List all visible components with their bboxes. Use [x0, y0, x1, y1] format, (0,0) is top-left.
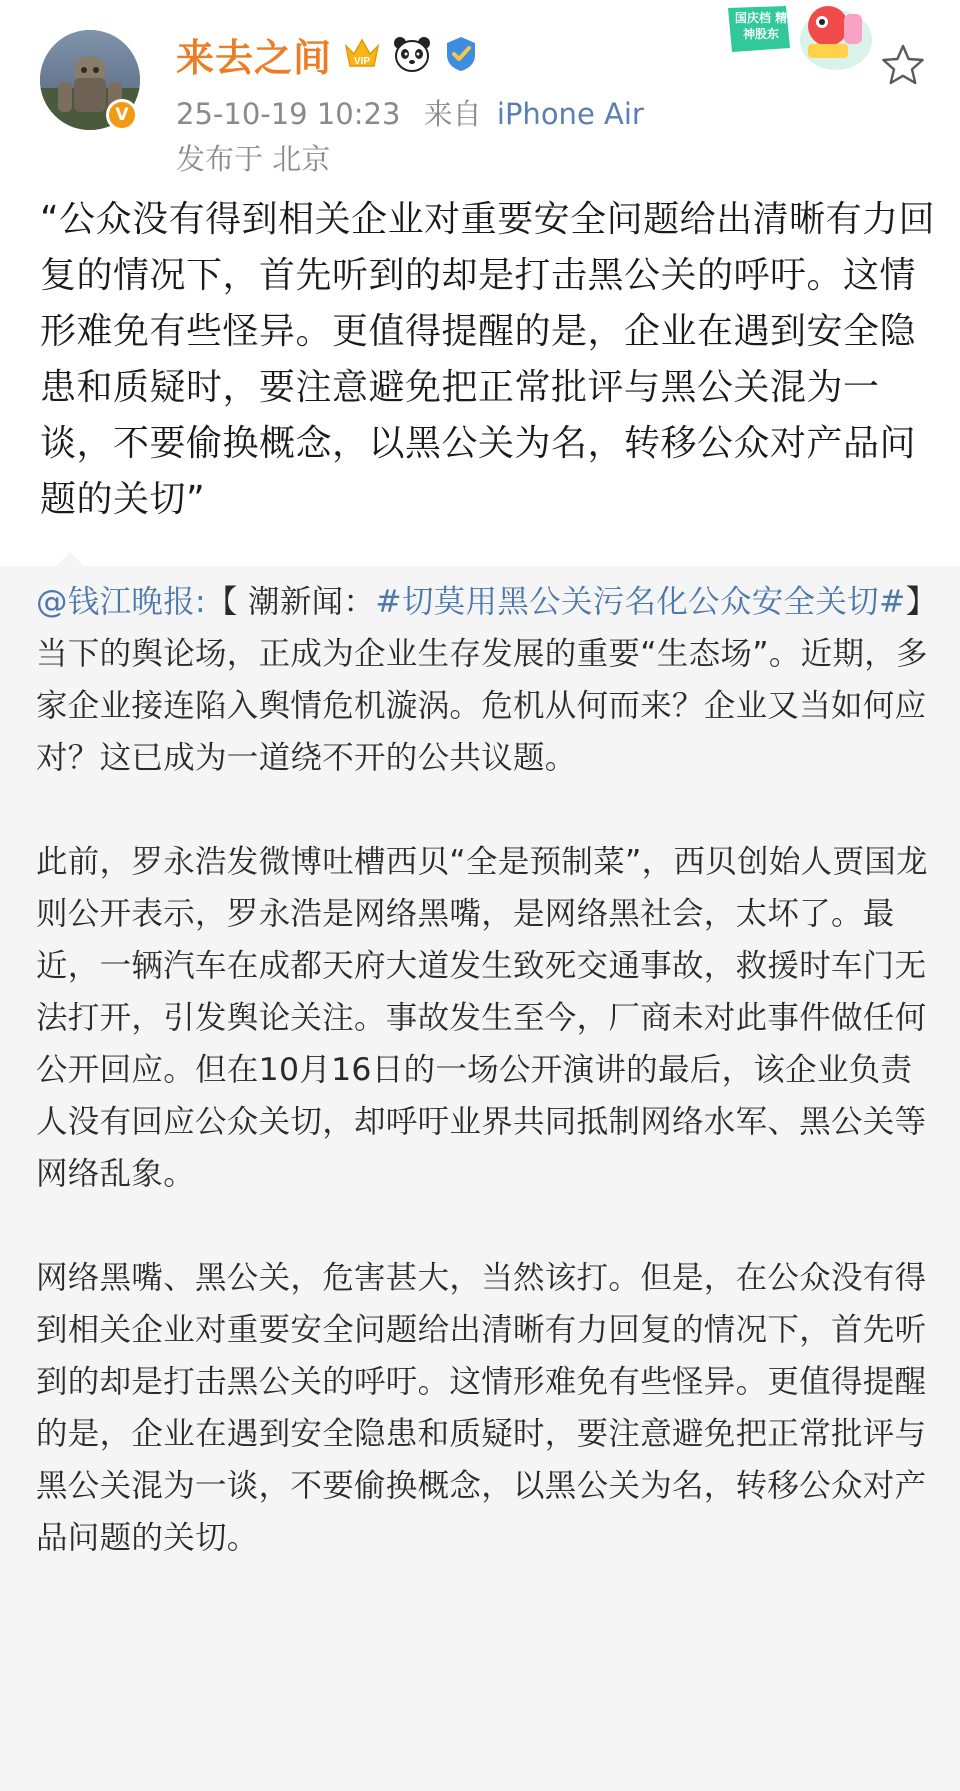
event-badge[interactable] — [726, 0, 876, 80]
post-timestamp[interactable]: 25-10-19 10:23 — [176, 97, 401, 131]
repost-author-link[interactable]: @钱江晚报: — [36, 584, 206, 620]
repost-paragraph-1 — [36, 576, 932, 784]
repost-notch — [56, 552, 84, 566]
verified-orange-badge: V — [106, 99, 138, 131]
repost-paragraph-1-text: 】当下的舆论场，正成为企业生存发展的重要“生态场”。近期，多家企业接连陷入舆情危机漩涡。危机从何而来？企业又当如何应对？这已成为一道绕不开的公共议题。 — [36, 584, 928, 776]
repost-paragraph-2: 此前，罗永浩发微博吐槽西贝“全是预制菜”，西贝创始人贾国龙则公开表示，罗永浩是网络黑嘴，是网络黑社会，太坏了。最近，一辆汽车在成都天府大道发生致死交通事故，救援时车门无法打开，引发舆论关注。事故发生至今，厂商未对此事件做任何公开回应。但在10月16日的一场公开演讲的最后，该企业负责人没有回应公众关切，却呼吁业界共同抵制网络水军、黑公关等网络乱象。 — [36, 844, 928, 1192]
vip-crown-icon[interactable] — [342, 36, 382, 72]
post-meta — [176, 92, 644, 133]
repost-topic-link[interactable]: #切莫用黑公关污名化公众安全关切# — [375, 584, 906, 620]
post-header — [0, 0, 960, 186]
repost-bracket-label: 【 潮新闻： — [205, 584, 376, 620]
repost-text — [36, 576, 932, 1564]
username[interactable]: 来去之间 — [176, 35, 333, 80]
post-body: “公众没有得到相关企业对重要安全问题给出清晰有力回复的情况下，首先听到的却是打击黑公关的呼吁。这情形难免有些怪异。更值得提醒的是，企业在遇到安全隐患和质疑时，要注意避免把正常批评与黑公关混为一谈，不要偷换概念，以黑公关为名，转移公众对产品问题的关切” — [40, 199, 936, 520]
post-location: 发布于 北京 — [176, 142, 331, 176]
blue-shield-badge-icon[interactable] — [442, 35, 480, 73]
device-link[interactable]: iPhone Air — [496, 97, 644, 131]
username-row — [176, 26, 480, 82]
repost-paragraph-3: 网络黑嘴、黑公关，危害甚大，当然该打。但是，在公众没有得到相关企业对重要安全问题给出清晰有力回复的情况下，首先听到的却是打击黑公关的呼吁。这情形难免有些怪异。更值得提醒的是，企业在遇到安全隐患和质疑时，要注意避免把正常批评与黑公关混为一谈，不要偷换概念，以黑公关为名，转移公众对产品问题的关切。 — [36, 1260, 927, 1556]
event-badge-text: 国庆档 精神股东 — [734, 11, 788, 41]
reposted-content[interactable] — [0, 566, 960, 1791]
svg-text:VIP: VIP — [353, 56, 371, 67]
source-prefix: 来自 — [423, 97, 482, 131]
panda-icon[interactable] — [392, 35, 432, 73]
star-outline-icon[interactable] — [880, 42, 926, 88]
